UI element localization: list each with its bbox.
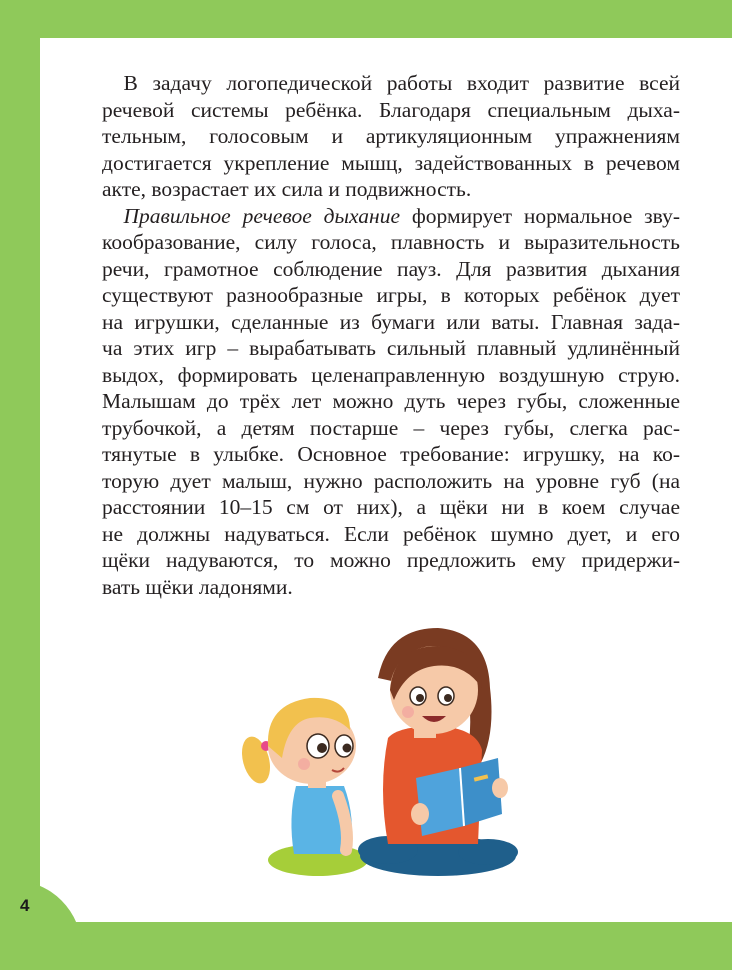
text-line: на игрушки, сделанные из бумаги или ваты. Главная зада-	[102, 309, 680, 334]
text-line: существуют разнообразные игры, в которых ребёнок дует	[102, 283, 680, 307]
text-line: вать щёки ладонями.	[102, 574, 293, 599]
body-text	[102, 70, 680, 600]
woman-reading-book-to-girl-icon	[238, 618, 538, 883]
text-line: щёки надуваются, то можно предложить ему придержи-	[102, 548, 680, 572]
text-line: ча этих игр – вырабатывать сильный плавный удлинённый	[102, 336, 680, 360]
text-line: речи, грамотное соблюдение пауз. Для развития дыхания	[102, 256, 680, 281]
green-frame-top	[0, 0, 732, 38]
text-line: торую дует малыш, нужно расположить на уровне губ (на	[102, 468, 680, 493]
girl-figure	[238, 698, 368, 876]
text-line: В задачу логопедической работы входит развитие всей	[123, 71, 680, 95]
text-line: тельным, голосовым и артикуляционным упражнениям	[102, 124, 680, 148]
text-line: Правильное речевое дыхание формирует нормальное зву-	[123, 203, 680, 228]
text-line: не должны надуваться. Если ребёнок шумно дует, и его	[102, 521, 680, 546]
green-frame-left	[0, 0, 40, 970]
page-number: 4	[20, 896, 30, 915]
text-line: выдох, формировать целенаправленную воздушную струю.	[102, 362, 680, 387]
text-line: тянутые в улыбке. Основное требование: игрушку, на ко-	[102, 442, 680, 466]
italic-term: Правильное речевое дыхание	[123, 203, 401, 228]
text-line: достигается укрепление мышц, задействованных в речевом	[102, 150, 680, 175]
green-frame-bottom	[0, 922, 732, 970]
text-line: расстоянии 10–15 см от них), а щёки ни в коем случае	[102, 495, 680, 519]
text-line: трубочкой, а детям постарше – через губы, слегка рас-	[102, 415, 680, 440]
text-line: Малышам до трёх лет можно дуть через губы, сложенные	[102, 389, 680, 413]
text-line: кообразование, силу голоса, плавность и выразительность	[102, 230, 680, 254]
text-line: речевой системы ребёнка. Благодаря специальным дыха-	[102, 97, 680, 122]
woman-figure	[358, 628, 518, 876]
text-line: актe, возрастает их сила и подвижность.	[102, 177, 472, 201]
